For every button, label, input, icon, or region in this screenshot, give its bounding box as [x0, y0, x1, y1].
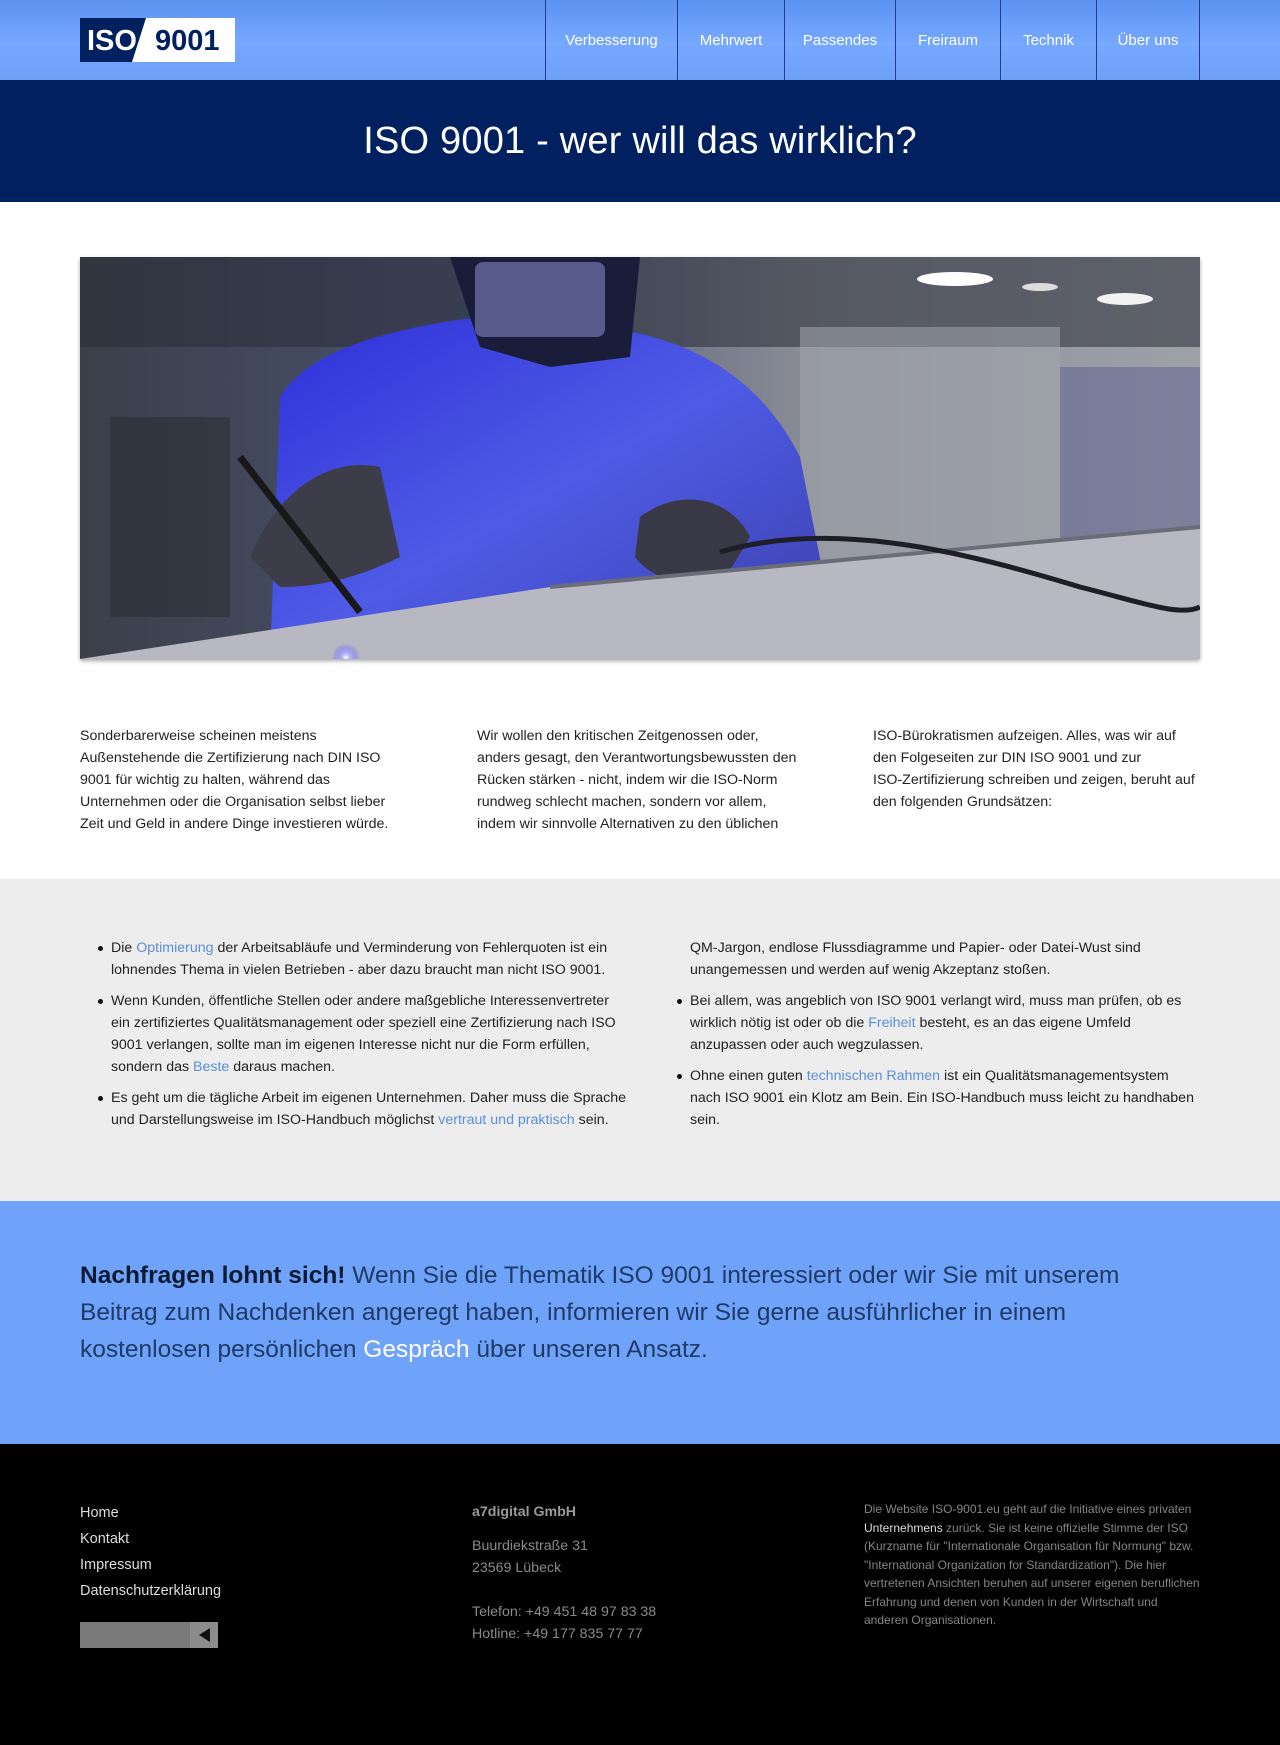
footer-link-home[interactable]: Home	[80, 1505, 119, 1521]
intro-line: den folgenden Grundsätzen:	[873, 794, 1053, 810]
link-unternehmens[interactable]: Unternehmens	[864, 1520, 943, 1535]
footer-link-datenschutz[interactable]: Datenschutzerklärung	[80, 1583, 222, 1599]
title-band	[0, 80, 1280, 202]
scroll-widget[interactable]	[80, 1622, 218, 1648]
intro-line: Sonderbarerweise scheinen meistens	[80, 728, 317, 744]
intro-line: den Folgeseiten zur DIN ISO 9001 und zur	[873, 750, 1142, 766]
intro-section	[0, 202, 1280, 879]
intro-column-3	[873, 725, 1203, 813]
phone-number[interactable]: Telefon: +49 451 48 97 83 38	[472, 1604, 657, 1620]
nav-verbesserung[interactable]: Verbesserung	[546, 0, 678, 80]
intro-line: indem wir sinnvolle Alternativen zu den üblichen	[477, 816, 779, 832]
intro-line: anders gesagt, den Verantwortungsbewussten den	[477, 750, 797, 766]
footer-address	[472, 1501, 656, 1645]
nav-freiraum[interactable]: Freiraum	[896, 0, 1001, 80]
list-item: Ohne einen guten technischen Rahmen ist ein Qualitätsmanagementsystem nach ISO 9001 ein Klotz am Bein. Ein ISO-Handbuch muss leicht zu handhaben sein.	[659, 1065, 1200, 1131]
page-title: ISO 9001 - wer will das wirklich?	[363, 119, 917, 162]
intro-line: ISO-Bürokratismen aufzeigen. Alles, was wir auf	[873, 728, 1176, 744]
nav-mehrwert[interactable]: Mehrwert	[678, 0, 785, 80]
cta-text: Nachfragen lohnt sich! Wenn Sie die Thematik ISO 9001 interessiert oder wir Sie mit unserem Beitrag zum Nachdenken angeregt haben, informieren wir Sie gerne ausführlicher in einem kostenlosen persönlichen Gespräch über unseren Ansatz.	[80, 1262, 1120, 1363]
site-header	[0, 0, 1280, 80]
list-item: Wenn Kunden, öffentliche Stellen oder andere maßgebliche Interessenvertreter ein zertifiziertes Qualitätsmanagement oder speziell eine Zertifizierung nach ISO 9001 verlangen, sollte man im eigenen Interesse nicht nur die Form erfüllen, sondern das Beste daraus machen.	[80, 990, 630, 1078]
svg-text:9001: 9001	[155, 25, 220, 57]
list-item: Die Optimierung der Arbeitsabläufe und Verminderung von Fehlerquoten ist ein lohnendes Thema in vielen Betrieben - aber dazu braucht man nicht ISO 9001.	[80, 937, 630, 981]
nav-ueber-uns[interactable]: Über uns	[1097, 0, 1200, 80]
list-item: Es geht um die tägliche Arbeit im eigenen Unternehmen. Daher muss die Sprache und Darstellungsweise im ISO-Handbuch möglichst vertraut und praktisch sein.	[80, 1087, 630, 1131]
intro-line: 9001 für wichtig zu halten, während das	[80, 772, 331, 788]
scroll-left-button[interactable]	[190, 1622, 218, 1648]
list-item: Bei allem, was angeblich von ISO 9001 verlangt wird, muss man prüfen, ob es wirklich nötig ist oder ob die Freiheit besteht, es an das eigene Umfeld anzupassen oder auch wegzulassen.	[659, 990, 1200, 1056]
nav-technik[interactable]: Technik	[1001, 0, 1097, 80]
cta-section	[0, 1201, 1280, 1444]
svg-text:ISO: ISO	[87, 25, 137, 57]
intro-column-2	[477, 725, 807, 835]
address-city: 23569 Lübeck	[472, 1560, 562, 1576]
principles-list-left	[80, 937, 630, 1140]
site-footer	[0, 1444, 1280, 1745]
intro-column-1	[80, 725, 400, 835]
link-optimierung[interactable]: Optimierung	[136, 940, 214, 956]
principles-section	[0, 879, 1280, 1201]
link-technischen-rahmen[interactable]: technischen Rahmen	[806, 1068, 941, 1084]
intro-line: ISO-Zertifizierung schreiben und zeigen, beruht auf	[873, 772, 1195, 788]
welder-hero-image	[80, 257, 1200, 659]
intro-line: Außenstehende die Zertifizierung nach DIN ISO	[80, 750, 381, 766]
intro-line: Zeit und Geld in andere Dinge investieren würde.	[80, 816, 389, 832]
address-street: Buurdiekstraße 31	[472, 1538, 588, 1554]
intro-line: Rücken stärken - nicht, indem wir die ISO-Norm	[477, 772, 778, 788]
cta-headline: Nachfragen lohnt sich!	[80, 1262, 346, 1289]
intro-line: Unternehmen oder die Organisation selbst lieber	[80, 794, 386, 810]
nav-passendes[interactable]: Passendes	[785, 0, 896, 80]
footer-disclaimer: Die Website ISO-9001.eu geht auf die Initiative eines privaten Unternehmens zurück. Sie ist keine offizielle Stimme der ISO (Kurzname für "Internationale Organisation für Normung" bzw. "International Organization for Standardization"). Die hier vertretenen Ansichten beruhen auf unserer eigenen beruflichen Erfahrung und denen von Kunden in der Wirtschaft und anderen Organisationen.	[864, 1502, 1200, 1627]
footer-link-kontakt[interactable]: Kontakt	[80, 1531, 130, 1547]
principles-list-right	[659, 937, 1200, 1140]
link-vertraut-und-praktisch[interactable]: vertraut und praktisch	[438, 1112, 575, 1128]
footer-links	[80, 1500, 221, 1604]
intro-line: Wir wollen den kritischen Zeitgenossen oder,	[477, 728, 759, 744]
main-nav	[545, 0, 1200, 80]
hotline-number[interactable]: Hotline: +49 177 835 77 77	[472, 1626, 643, 1642]
link-freiheit[interactable]: Freiheit	[868, 1015, 916, 1031]
footer-link-impressum[interactable]: Impressum	[80, 1557, 152, 1573]
intro-line: rundweg schlecht machen, sondern vor allem,	[477, 794, 767, 810]
list-item-continued: QM-Jargon, endlose Flussdiagramme und Papier- oder Datei-Wust sind unangemessen und werden auf wenig Akzeptanz stoßen.	[690, 940, 1141, 978]
link-gespraech[interactable]: Gespräch	[363, 1336, 470, 1363]
iso-9001-logo[interactable]	[80, 18, 235, 62]
company-name: a7digital GmbH	[472, 1504, 577, 1520]
triangle-left-icon	[199, 1628, 210, 1642]
link-beste[interactable]: Beste	[193, 1059, 230, 1075]
